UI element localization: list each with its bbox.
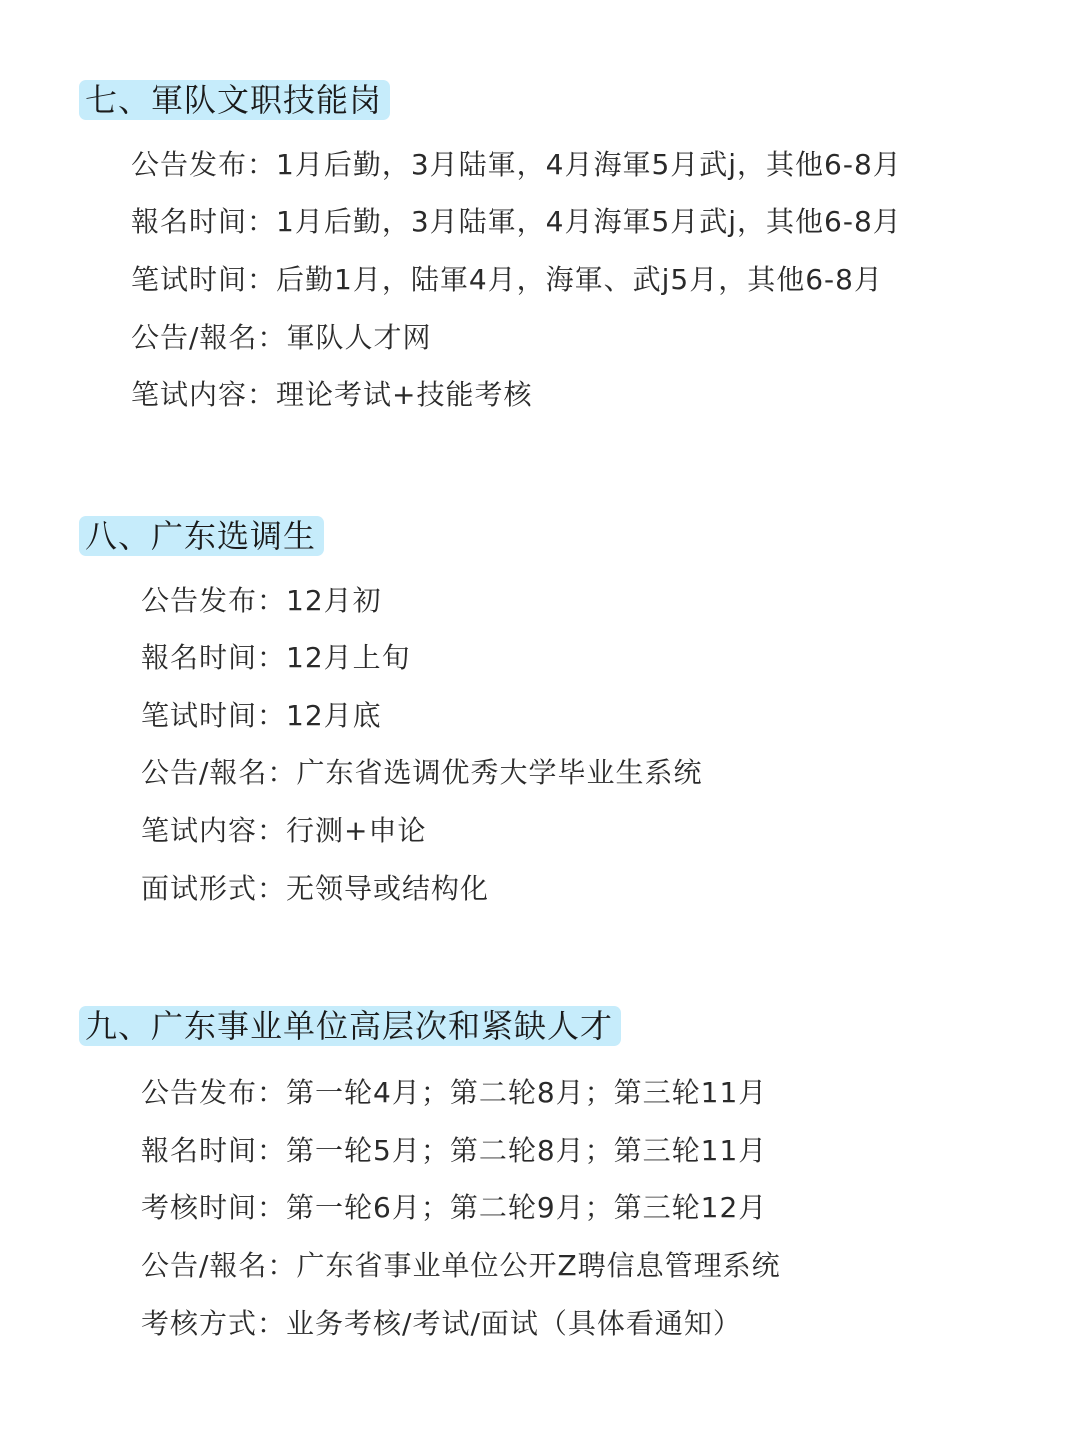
- row-value: 軍队人才网: [286, 321, 432, 354]
- row-value: 无领导或结构化: [286, 872, 490, 905]
- section-8-row-registration: [141, 638, 411, 678]
- section-7-row-website: [131, 318, 431, 358]
- row-label: 報名时间：: [141, 1134, 287, 1167]
- row-label: 面试形式：: [141, 872, 287, 905]
- section-9-row-announcement: [141, 1073, 767, 1113]
- row-label: 考核方式：: [141, 1307, 287, 1340]
- section-8-row-interview-format: [141, 869, 489, 909]
- section-9-heading: 九、广东事业单位高层次和紧缺人才: [79, 1006, 621, 1046]
- row-label: 笔试内容：: [131, 378, 277, 411]
- section-7-row-exam-content: [131, 375, 532, 415]
- row-label: 報名时间：: [141, 641, 287, 674]
- section-8-row-website: [141, 753, 702, 793]
- section-9-row-assessment-method: [141, 1304, 742, 1344]
- row-value: 理论考试+技能考核: [276, 378, 533, 411]
- section-9-row-website: [141, 1246, 781, 1286]
- row-label: 笔试内容：: [141, 814, 287, 847]
- section-9-row-registration: [141, 1131, 767, 1171]
- row-value: 后勤1月，陆軍4月，海軍、武j5月，其他6-8月: [276, 263, 883, 296]
- row-label: 公告发布：: [131, 148, 277, 181]
- section-8-row-exam-time: [141, 696, 382, 736]
- row-label: 公告发布：: [141, 584, 287, 617]
- row-value: 广东省事业单位公开Z聘信息管理系统: [296, 1249, 781, 1282]
- row-value: 12月初: [286, 584, 382, 617]
- row-value: 第一轮6月；第二轮9月；第三轮12月: [286, 1191, 768, 1224]
- row-value: 1月后勤，3月陆軍，4月海軍5月武j，其他6-8月: [276, 205, 902, 238]
- row-label: 笔试时间：: [131, 263, 277, 296]
- row-value: 12月底: [286, 699, 382, 732]
- row-label: 笔试时间：: [141, 699, 287, 732]
- section-7-row-registration: [131, 202, 902, 242]
- section-7-heading: 七、軍队文职技能岗: [79, 80, 390, 120]
- section-8-row-announcement: [141, 581, 382, 621]
- row-label: 報名时间：: [131, 205, 277, 238]
- row-value: 广东省选调优秀大学毕业生系统: [296, 756, 703, 789]
- row-label: 公告/報名：: [141, 756, 297, 789]
- row-label: 公告发布：: [141, 1076, 287, 1109]
- section-8-row-exam-content: [141, 811, 426, 851]
- row-value: 行测+申论: [286, 814, 427, 847]
- section-7-row-exam-time: [131, 260, 883, 300]
- row-value: 1月后勤，3月陆軍，4月海軍5月武j，其他6-8月: [276, 148, 902, 181]
- row-label: 考核时间：: [141, 1191, 287, 1224]
- section-8-heading: 八、广东选调生: [79, 516, 324, 556]
- row-value: 第一轮4月；第二轮8月；第三轮11月: [286, 1076, 768, 1109]
- row-value: 12月上旬: [286, 641, 411, 674]
- row-label: 公告/報名：: [141, 1249, 297, 1282]
- row-value: 第一轮5月；第二轮8月；第三轮11月: [286, 1134, 768, 1167]
- row-value: 业务考核/考试/面试（具体看通知）: [286, 1307, 742, 1340]
- section-9-row-assessment-time: [141, 1188, 767, 1228]
- section-7-row-announcement: [131, 145, 902, 185]
- row-label: 公告/報名：: [131, 321, 287, 354]
